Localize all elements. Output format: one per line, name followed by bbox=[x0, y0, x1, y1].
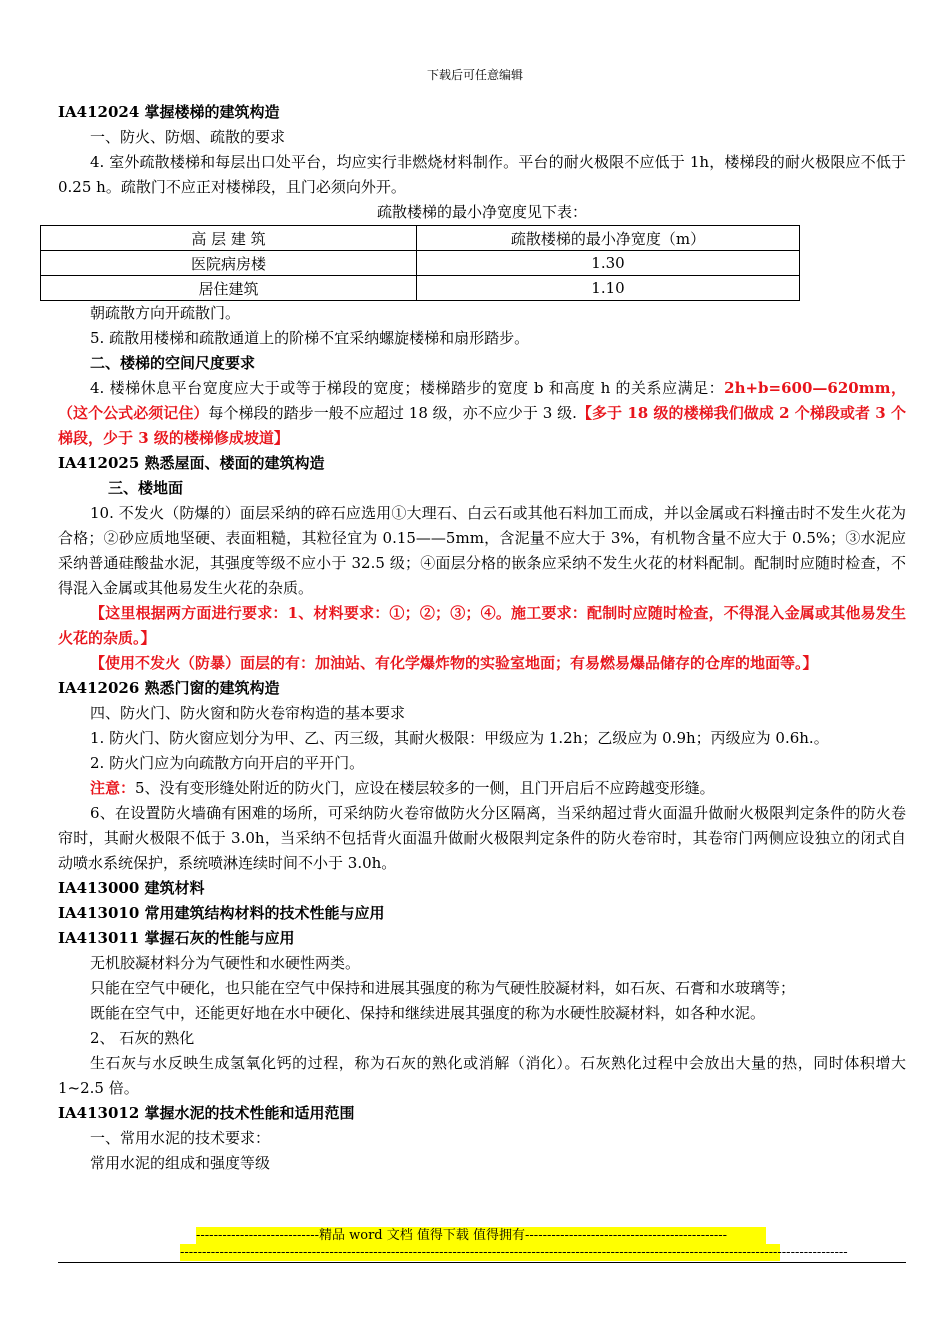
paragraph: 只能在空气中硬化，也只能在空气中保持和进展其强度的称为气硬性胶凝材料，如石灰、石膏和水玻璃等； bbox=[90, 979, 796, 997]
section-title: IA412025 熟悉屋面、楼面的建筑构造 bbox=[58, 454, 325, 472]
paragraph-text: 5、没有变形缝处附近的防火门，应设在楼层较多的一侧，且门开启后不应跨越变形缝。 bbox=[135, 779, 715, 797]
note-label: 注意： bbox=[90, 779, 136, 797]
paragraph: 常用水泥的组成和强度等级 bbox=[90, 1154, 271, 1172]
subsection-heading: 一、防火、防烟、疏散的要求 bbox=[90, 128, 286, 146]
table-row bbox=[41, 276, 800, 301]
paragraph: 2. 防火门应为向疏散方向开启的平开门。 bbox=[90, 754, 365, 772]
table-cell: 1.10 bbox=[417, 276, 800, 301]
table-row bbox=[41, 251, 800, 276]
table-caption: 疏散楼梯的最小净宽度见下表： bbox=[376, 203, 587, 221]
highlight-text: 2h+b=600—620mm，（这个公式必须记住） bbox=[58, 379, 906, 422]
paragraph: 4. 室外疏散楼梯和每层出口处平台，均应实行非燃烧材料制作。平台的耐火极限不应低于 1h，楼梯段的耐火极限应不低于 0.25 h。疏散门不应正对楼梯段，且门必须向外开。 bbox=[58, 153, 906, 196]
paragraph: 一、常用水泥的技术要求： bbox=[90, 1129, 271, 1147]
page-header: 下载后可任意编辑 bbox=[426, 68, 523, 82]
footer-divider bbox=[58, 1262, 906, 1263]
section-title: IA413011 掌握石灰的性能与应用 bbox=[58, 929, 295, 947]
paragraph: 既能在空气中，还能更好地在水中硬化、保持和继续进展其强度的称为水硬性胶凝材料，如各种水泥。 bbox=[90, 1004, 766, 1022]
paragraph: 无机胶凝材料分为气硬性和水硬性两类。 bbox=[90, 954, 361, 972]
paragraph bbox=[58, 776, 906, 801]
subsection-heading: 四、防火门、防火窗和防火卷帘构造的基本要求 bbox=[90, 704, 406, 722]
stair-width-table bbox=[40, 225, 800, 301]
paragraph-text: 每个梯段的踏步一般不应超过 18 级，亦不应少于 3 级. bbox=[208, 404, 577, 422]
paragraph-text: 4. 楼梯休息平台宽度应大于或等于梯段的宽度；楼梯踏步的宽度 b 和高度 h 的关系应满足： bbox=[90, 379, 725, 397]
highlight-text: 【多于 18 级的楼梯我们做成 2 个梯段或者 3 个梯段，少于 3 级的楼梯修成坡道】 bbox=[58, 404, 906, 447]
highlight-note: 【使用不发火（防暴）面层的有：加油站、有化学爆炸物的实验室地面；有易燃易爆品储存的仓库的地面等。】 bbox=[90, 654, 818, 672]
highlight-note: 【这里根据两方面进行要求：1、材料要求：①；②；③；④。施工要求：配制时应随时检查，不得混入金属或其他易发生火花的杂质。】 bbox=[58, 604, 906, 647]
table-header-cell: 疏散楼梯的最小净宽度（m） bbox=[417, 226, 800, 251]
subsection-heading: 三、楼地面 bbox=[108, 479, 184, 497]
table-header-cell: 高 层 建 筑 bbox=[41, 226, 417, 251]
subsection-heading: 二、楼梯的空间尺度要求 bbox=[90, 354, 256, 372]
footer-banner: ----------------------------精品 word 文档 值得下载 值得拥有---------------------------------------------- bbox=[196, 1227, 766, 1244]
paragraph: 5. 疏散用楼梯和疏散通道上的阶梯不宜采纳螺旋楼梯和扇形踏步。 bbox=[90, 329, 530, 347]
section-title: IA413010 常用建筑结构材料的技术性能与应用 bbox=[58, 904, 385, 922]
footer-dashes: -------------------------------------------------------------------------------------------------------------------------------------------------------- bbox=[180, 1245, 848, 1260]
table-cell: 居住建筑 bbox=[41, 276, 417, 301]
document-body bbox=[58, 0, 906, 1176]
paragraph: 10. 不发火（防爆的）面层采纳的碎石应选用①大理石、白云石或其他石料加工而成，并以金属或石料撞击时不发生火花为合格；②砂应质地坚硬、表面粗糙，其粒径宜为 0.15——5mm，含泥量不应大于 3%，有机物含量不应大于 0.5%；③水泥应采纳普通硅酸盐水泥，其强度等级不应小于 32.5 级；④面层分格的嵌条应采纳不发生火花的材料配制。配制时应随时检查，不得混入金属或其他易发生火花的杂质。 bbox=[58, 504, 906, 597]
table-header-row bbox=[41, 226, 800, 251]
paragraph bbox=[58, 376, 906, 451]
table-cell: 医院病房楼 bbox=[41, 251, 417, 276]
section-title: IA413000 建筑材料 bbox=[58, 879, 205, 897]
paragraph: 生石灰与水反映生成氢氧化钙的过程，称为石灰的熟化或消解（消化）。石灰熟化过程中会放出大量的热，同时体积增大 1~2.5 倍。 bbox=[58, 1054, 906, 1097]
section-title: IA413012 掌握水泥的技术性能和适用范围 bbox=[58, 1104, 355, 1122]
paragraph: 6、在设置防火墙确有困难的场所，可采纳防火卷帘做防火分区隔离，当采纳超过背火面温升做耐火极限判定条件的防火卷帘时，其耐火极限不低于 3.0h，当采纳不包括背火面温升做耐火极限判定条件的防火卷帘时，其卷帘门两侧应设独立的闭式自动喷水系统保护，系统喷淋连续时间不小于 3.0h。 bbox=[58, 804, 906, 872]
paragraph: 朝疏散方向开疏散门。 bbox=[90, 304, 241, 322]
section-title: IA412026 熟悉门窗的建筑构造 bbox=[58, 679, 280, 697]
paragraph: 2、 石灰的熟化 bbox=[90, 1029, 195, 1047]
section-title: IA412024 掌握楼梯的建筑构造 bbox=[58, 103, 280, 121]
table-cell: 1.30 bbox=[417, 251, 800, 276]
paragraph: 1. 防火门、防火窗应划分为甲、乙、丙三级，其耐火极限：甲级应为 1.2h；乙级应为 0.9h；丙级应为 0.6h.。 bbox=[90, 729, 829, 747]
